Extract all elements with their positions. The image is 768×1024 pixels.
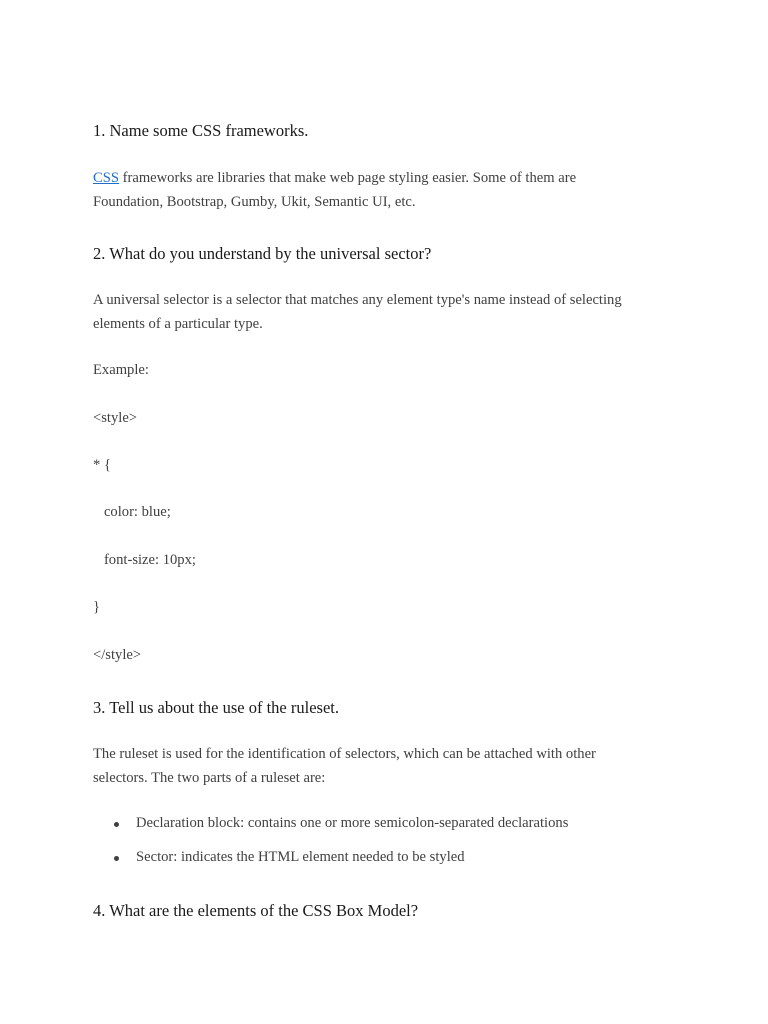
answer-line: A universal selector is a selector that matches any element type's name instead of selecting — [93, 292, 622, 308]
answer-text: frameworks are libraries that make web page styling easier. Some of them are — [118, 170, 577, 186]
code-line: </style> — [93, 647, 142, 663]
question-3-heading: 3. Tell us about the use of the ruleset. — [93, 698, 339, 717]
bullet-text: Sector: indicates the HTML element needed to be styled — [136, 849, 465, 865]
bullet-text: Declaration block: contains one or more semicolon-separated declarations — [136, 815, 569, 831]
code-line: color: blue; — [93, 504, 171, 520]
bullet-icon — [114, 856, 119, 861]
example-label: Example: — [93, 362, 149, 378]
question-1-heading: 1. Name some CSS frameworks. — [93, 121, 309, 140]
question-2-answer — [93, 288, 683, 336]
answer-line: selectors. The two parts of a ruleset are: — [93, 770, 326, 786]
bullet-icon — [114, 822, 119, 827]
code-line: } — [93, 599, 101, 615]
question-1-answer — [93, 166, 683, 214]
bullet-item — [136, 815, 568, 832]
question-2-heading: 2. What do you understand by the universal sector? — [93, 244, 432, 263]
code-line: * { — [93, 457, 111, 473]
answer-line: Foundation, Bootstrap, Gumby, Ukit, Semantic UI, etc. — [93, 194, 416, 210]
answer-line: The ruleset is used for the identification of selectors, which can be attached with other — [93, 746, 596, 762]
answer-line — [93, 166, 683, 190]
css-link[interactable]: CSS — [93, 170, 119, 186]
question-3-answer — [93, 742, 683, 790]
question-4-heading: 4. What are the elements of the CSS Box Model? — [93, 901, 419, 920]
answer-line: elements of a particular type. — [93, 316, 263, 332]
code-line: <style> — [93, 410, 138, 426]
code-line: font-size: 10px; — [93, 552, 196, 568]
bullet-item — [136, 849, 465, 866]
